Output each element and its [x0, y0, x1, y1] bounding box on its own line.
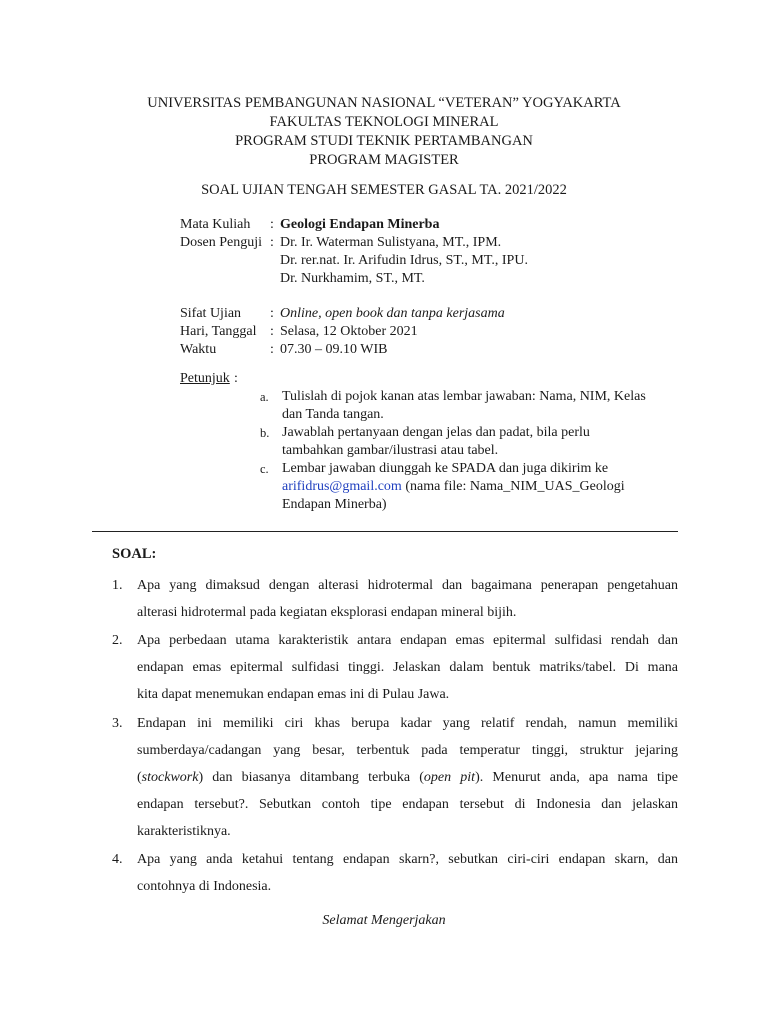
time-label: Waktu	[180, 342, 217, 357]
instructions-colon: :	[234, 371, 238, 386]
instruction-marker: c.	[260, 462, 269, 476]
question-body	[137, 627, 678, 708]
colon: :	[270, 342, 274, 357]
colon: :	[270, 324, 274, 339]
question-number: 1.	[112, 578, 123, 593]
colon: :	[270, 306, 274, 321]
closing-remark: Selamat Mengerjakan	[322, 913, 446, 928]
instruction-text: dan Tanda tangan.	[282, 407, 384, 422]
examiner-1: Dr. Ir. Waterman Sulistyana, MT., IPM.	[280, 235, 502, 250]
examiner-label: Dosen Penguji	[180, 235, 263, 250]
divider-line	[92, 531, 678, 532]
instruction-text: tambahkan gambar/ilustrasi atau tabel.	[282, 443, 499, 458]
time-value: 07.30 – 09.10 WIB	[280, 342, 388, 357]
study-program: PROGRAM STUDI TEKNIK PERTAMBANGAN	[235, 133, 533, 149]
exam-type-value: Online, open book dan tanpa kerjasama	[280, 306, 505, 321]
faculty-name: FAKULTAS TEKNOLOGI MINERAL	[269, 114, 499, 130]
question-line: endapan tersebut?. Sebutkan contoh tipe endapan tersebut di Indonesia dan jelaskan	[137, 797, 678, 812]
text-part: ) dan biasanya ditambang terbuka (	[198, 770, 424, 785]
question-body	[137, 846, 678, 900]
course-label: Mata Kuliah	[180, 217, 251, 232]
question-line: karakteristiknya.	[137, 824, 231, 839]
question-number: 2.	[112, 633, 123, 648]
date-label: Hari, Tanggal	[180, 324, 257, 339]
question-number: 4.	[112, 852, 123, 867]
stockwork-term: stockwork	[141, 770, 199, 785]
question-line: Endapan ini memiliki ciri khas berupa kadar yang relatif rendah, namun memiliki	[137, 716, 678, 731]
question-line: alterasi hidrotermal pada kegiatan eksplorasi endapan mineral bijih.	[137, 605, 517, 620]
question-line: Apa yang anda ketahui tentang endapan skarn?, sebutkan ciri-ciri endapan skarn, dan	[137, 852, 678, 867]
examiner-3: Dr. Nurkhamim, ST., MT.	[280, 271, 425, 286]
questions-heading: SOAL:	[112, 546, 157, 562]
exam-type-label: Sifat Ujian	[180, 306, 242, 321]
instruction-text: Lembar jawaban diunggah ke SPADA dan juga dikirim ke	[282, 461, 609, 476]
question-line: contohnya di Indonesia.	[137, 879, 272, 894]
colon: :	[270, 235, 274, 250]
instruction-text: Tulislah di pojok kanan atas lembar jawaban: Nama, NIM, Kelas	[282, 389, 646, 404]
question-line: sumberdaya/cadangan yang besar, terbentuk pada temperatur tinggi, struktur jejaring	[137, 743, 678, 758]
email-link[interactable]: arifidrus@gmail.com	[282, 479, 402, 494]
course-value: Geologi Endapan Minerba	[280, 217, 440, 232]
question-line	[137, 764, 678, 791]
text-part: (	[137, 770, 142, 785]
question-line: endapan emas epitermal sulfidasi tinggi. Jelaskan dalam bentuk matriks/tabel. Di mana	[137, 660, 678, 675]
question-line: Apa perbedaan utama karakteristik antara endapan emas epitermal sulfidasi rendah dan	[137, 633, 678, 648]
question-body	[137, 572, 678, 626]
question-number: 3.	[112, 716, 123, 731]
instruction-marker: a.	[260, 390, 269, 404]
instruction-text-line	[282, 478, 682, 496]
date-value: Selasa, 12 Oktober 2021	[280, 324, 418, 339]
file-name-hint: (nama file: Nama_NIM_UAS_Geologi	[401, 479, 625, 494]
text-part: ). Menurut anda, apa nama tipe	[475, 770, 678, 785]
institution-header	[0, 94, 768, 170]
open-pit-term: open pit	[423, 770, 476, 785]
colon: :	[270, 217, 274, 232]
examiner-2: Dr. rer.nat. Ir. Arifudin Idrus, ST., MT., IPU.	[280, 253, 528, 268]
instruction-text: Endapan Minerba)	[282, 497, 387, 512]
question-body	[137, 710, 678, 845]
instruction-marker: b.	[260, 426, 270, 440]
exam-title: SOAL UJIAN TENGAH SEMESTER GASAL TA. 2021/2022	[201, 182, 567, 198]
instruction-text: Jawablah pertanyaan dengan jelas dan padat, bila perlu	[282, 425, 590, 440]
university-name: UNIVERSITAS PEMBANGUNAN NASIONAL “VETERAN” YOGYAKARTA	[147, 95, 621, 111]
question-line: Apa yang dimaksud dengan alterasi hidrotermal dan bagaimana penerapan pengetahuan	[137, 578, 678, 593]
program-level: PROGRAM MAGISTER	[309, 152, 459, 168]
instructions-label: Petunjuk	[180, 371, 230, 386]
question-line: kita dapat menemukan endapan emas ini di Pulau Jawa.	[137, 687, 450, 702]
